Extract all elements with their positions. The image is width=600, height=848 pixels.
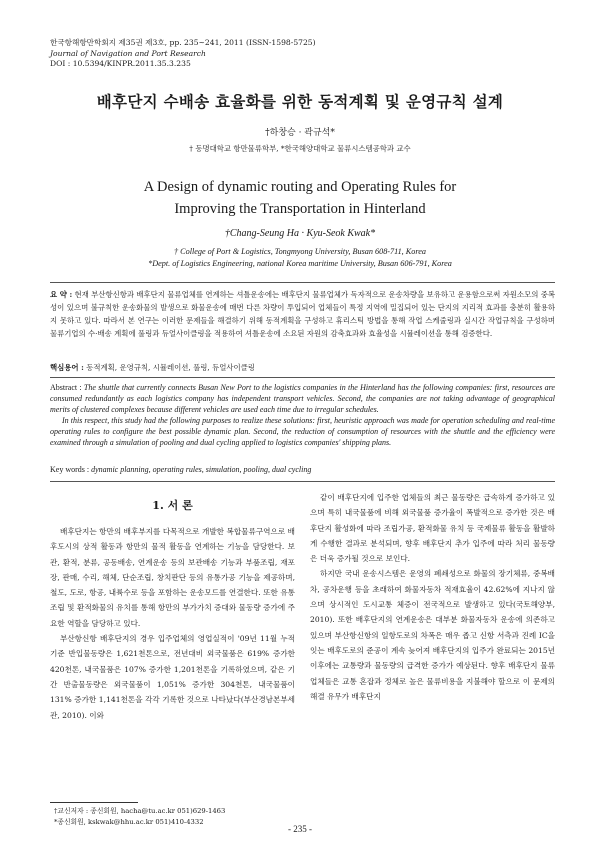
korean-keywords	[50, 362, 255, 373]
korean-abstract	[50, 288, 555, 340]
korean-keywords-text: 동적계획, 운영규칙, 시뮬레이션, 풀링, 듀얼사이클링	[83, 363, 255, 372]
journal-korean-citation: 한국항해항만학회지 제35권 제3호, pp. 235~241, 2011 (ISSN-1598-5725)	[50, 38, 316, 47]
left-column-paragraph-2: 부산항신항 배후단지의 경우 입주업체의 영업실적이 '09년 11월 누적기준 반입물동량은 1,621천톤으로, 전년대비 외국물품은 619% 증가한 420천톤, 내국물품은 107% 증가한 1,201천톤을 기록하였으며, 같은 기간 반출물동량은 외국물품이 1,051% 증가한 304천톤, 내국물품이 131% 증가한 1,141천톤을 각각 기록한 것으로 나타났다(부산경남본부세관, 2010). 이와	[50, 634, 295, 720]
page-number: - 235 -	[288, 824, 312, 834]
english-abstract	[50, 382, 555, 448]
english-keywords	[50, 465, 311, 474]
journal-header	[50, 38, 316, 70]
english-keywords-label: Key words :	[50, 465, 92, 474]
english-title-line2: Improving the Transportation in Hinterland	[174, 201, 426, 217]
right-column-paragraph-2: 하지만 국내 운송시스템은 운영의 폐쇄성으로 화물의 장기체류, 중복배차, 공차운행 등을 초래하여 화물자동차 적재효율이 42.62%에 지나지 않으며 상시적인 도시교통 체증이 전국적으로 발생하고 있다(국토해양부, 2010). 또한 배후단지의 연계운송은 대부분 화물자동차 운송에 의존하고 있으며 부산항신항의 일항도로의 차폭은 매우 좁고 신항 서측과 진례 IC을 잇는 배후도로의 준공이 계속 늦어져 배후단지의 입주가 완료되는 2015년 이후에는 교통량과 물동량의 급격한 증가가 예상된다. 향후 배후단지 물류업체들은 교통 혼잡과 정체로 높은 물류비용을 지불해야 할으로 이 문제의 해결 유무가 배후단지	[310, 569, 555, 701]
right-column	[310, 490, 555, 704]
left-column-paragraph-1: 배후단지는 항만의 배후부지를 다목적으로 개발한 복합물류구역으로 배후도시의 상적 활동과 항만의 물적 활동을 연계하는 기능을 담당한다. 보관, 환적, 분류, 공동배송, 연계운송 등의 보관배송 기능과 부품조립, 재포장, 판매, 수리, 해체, 단순조립, 창치판단 등의 유통가공 기능을 제공하며, 철도, 도로, 항공, 내륙수로 등을 포함하는 운송모드를 연결한다. 또한 유통조립 및 환적화물의 유치를 통해 항만의 부가가치 증대와 물동량 증가에 주요한 역할을 담당하고 있다.	[50, 527, 295, 628]
english-keywords-text: dynamic planning, operating rules, simulation, pooling, dual cycling	[91, 465, 312, 474]
korean-authors: †하창승 · 곽규석*	[265, 128, 335, 138]
korean-abstract-label: 요 약 :	[50, 290, 73, 299]
english-authors: †Chang-Seung Ha · Kyu-Seok Kwak*	[224, 228, 376, 239]
english-affiliation-1: † College of Port & Logistics, Tongmyong University, Busan 608-711, Korea	[174, 247, 426, 256]
footnote-coauthor: *종신회원, kskwak@hhu.ac.kr 051)410-4332	[54, 818, 204, 826]
english-title-line1: A Design of dynamic routing and Operating Rules for	[143, 179, 457, 195]
english-abstract-paragraph-1: The shuttle that currently connects Busan New Port to the logistics companies in the Hinterland has the following companies: first, resources are consumed redundantly as each logistics company has independent transport vehicles. Second, the companies are not taking advantage of geographical merits of clustered complexes because different vehicles are used each time due to irregular schedules.	[50, 383, 555, 414]
right-column-paragraph-1: 같이 배후단지에 입주한 업체들의 최근 물동량은 급속하게 증가하고 있으며 특히 내국물품에 비해 외국물품 증가율이 폭발적으로 증가한 것은 배후단지 활성화에 따라 조립가공, 환적화물 유치 등 국제물류 활동을 활발하게 수행한 결과로 분석되며, 향후 배후단지 추가 입주에 따라 처리 물동량은 더욱 증가될 것으로 보인다.	[310, 493, 555, 564]
journal-doi: DOI : 10.5394/KINPR.2011.35.3.235	[50, 59, 191, 68]
korean-affiliations: † 동명대학교 항만물류학부, *한국해양대학교 물류시스템공학과 교수	[189, 144, 411, 153]
footnote-rule	[50, 802, 138, 803]
abstract-middle-rule	[50, 377, 555, 378]
abstract-top-rule	[50, 282, 555, 283]
footnote-corresponding-author: †교신저자 : 종신회원, hacha@tu.ac.kr 051)629-1463	[54, 807, 226, 815]
english-abstract-label: Abstract :	[50, 383, 84, 392]
left-column	[50, 490, 295, 723]
english-abstract-paragraph-2: In this respect, this study had the following purposes to realize these solutions: first, heuristic approach was made for operation scheduling and real-time operating rules to configure the best possible dynamic plan. Second, the reduction of consumption of resources with the shuttle and the efficiency were examined through a simulation of pooling and dual cycling applied to logistics companies' shipping plans.	[50, 416, 555, 447]
section-1-title: 1. 서 론	[152, 499, 193, 512]
english-title	[0, 176, 600, 220]
korean-abstract-text: 현재 부산항신항과 배후단지 물류업체를 연계하는 셔틀운송에는 배후단지 물류업체가 독자적으로 운송차량을 보유하고 운용함으로써 자원소모의 중복성이 있으며 불규칙한 운송화물의 발생으로 화물운송에 매번 다른 차량이 투입되어 업체들이 특정 지역에 밀집되어 있는 단지의 지리적 효과를 충분히 활용하지 못하고 있다. 따라서 본 연구는 이러한 문제들을 해결하기 위해 동적계획을 구성하고 휴리스틱 방법을 통해 작업 스케줄링과 실시간 작업규칙을 구성하며 물류기업의 수·배송 계획에 풀링과 듀얼사이클링을 적용하여 셔틀운송에 소요된 자원의 감축효과와 효율성을 시뮬레이션을 통해 검증한다.	[50, 290, 555, 338]
english-affiliation-2: *Dept. of Logistics Engineering, national Korea maritime University, Busan 606-791, Korea	[148, 259, 452, 268]
korean-keywords-label: 핵심용어 :	[50, 363, 84, 372]
journal-english-name: Journal of Navigation and Port Research	[50, 48, 206, 58]
abstract-bottom-rule	[50, 481, 555, 482]
korean-title: 배후단지 수배송 효율화를 위한 동적계획 및 운영규칙 설계	[96, 92, 504, 111]
english-affiliations	[0, 246, 600, 270]
